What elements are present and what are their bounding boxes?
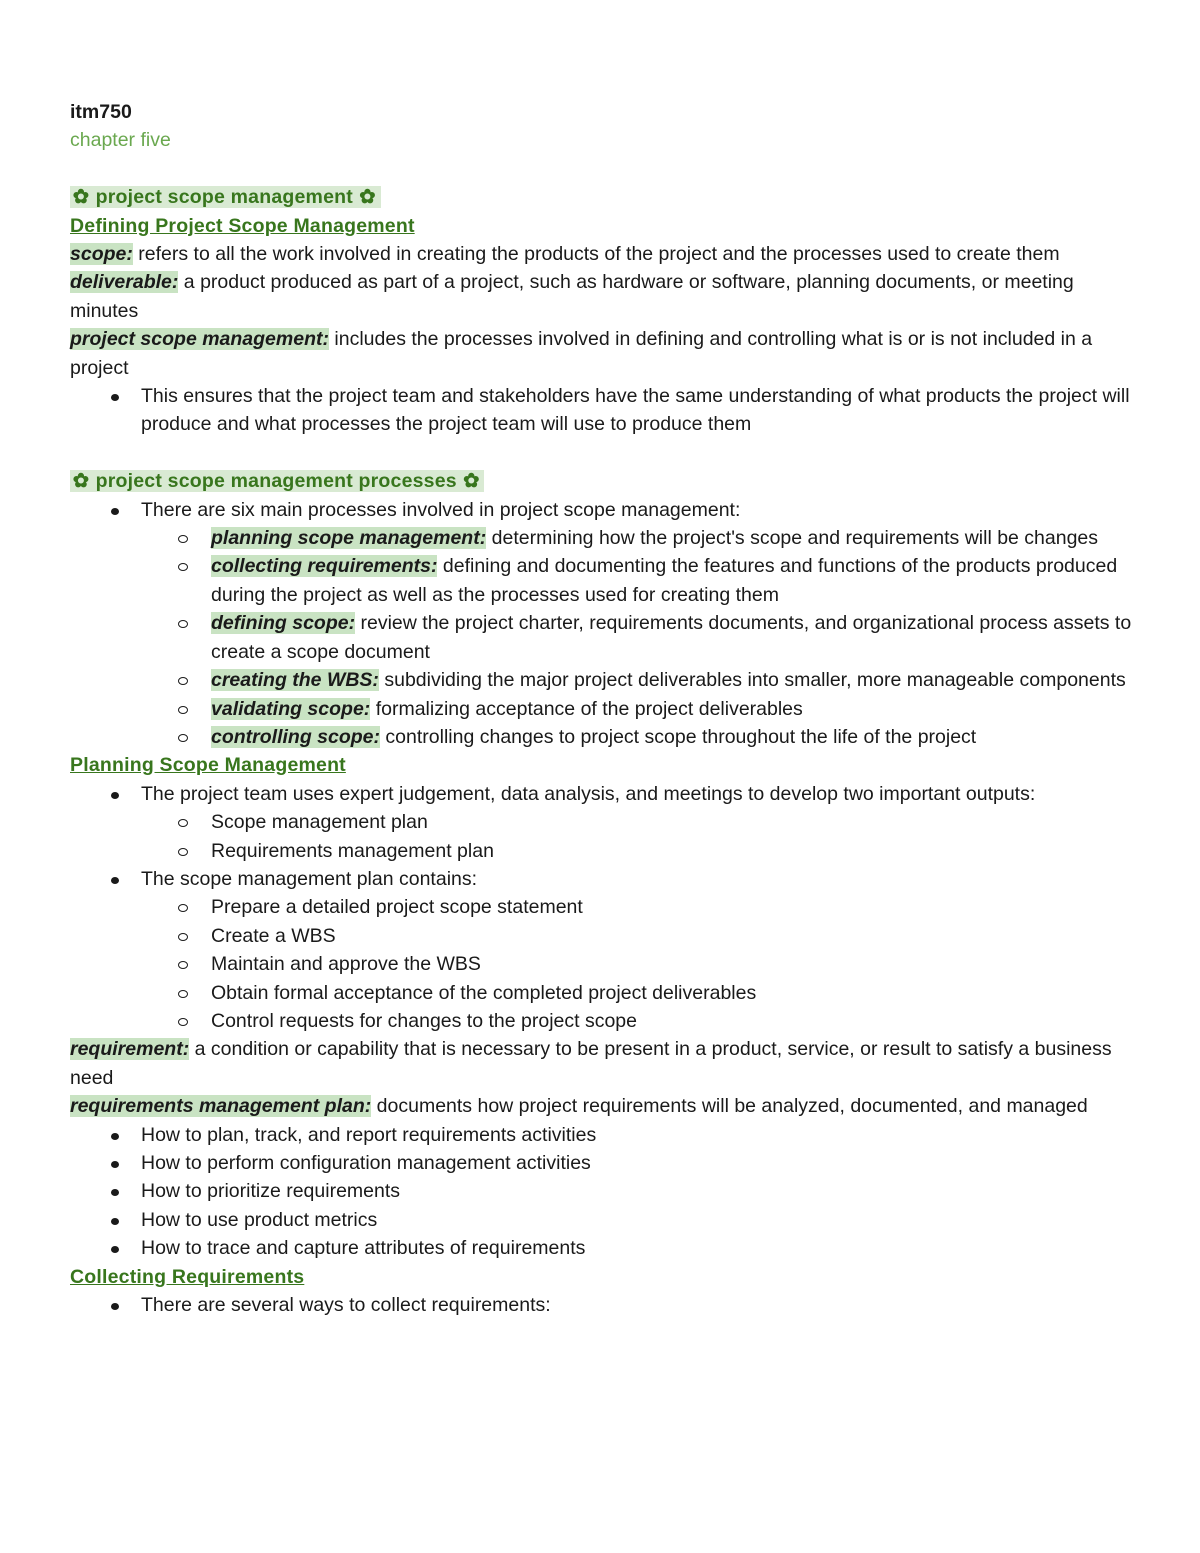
- bullet-list: [70, 382, 1135, 439]
- list-item: The project team uses expert judgement, data analysis, and meetings to develop two important outputs: Scope management plan Requirements management plan: [70, 780, 1135, 865]
- list-item: Prepare a detailed project scope statement: [70, 893, 1135, 921]
- sub-list: [141, 893, 1135, 1035]
- subheading-collecting: Collecting Requirements: [70, 1265, 305, 1288]
- list-item: planning scope management: determining how the project's scope and requirements will be changes: [70, 524, 1135, 552]
- sub-list: [141, 808, 1135, 865]
- list-item: How to plan, track, and report requirements activities: [70, 1121, 1135, 1149]
- flower-icon: ✿: [72, 186, 90, 209]
- list-item: There are several ways to collect requirements:: [70, 1291, 1135, 1319]
- list-item: Create a WBS: [70, 922, 1135, 950]
- bullet-list: [70, 1291, 1135, 1319]
- term: deliverable:: [70, 271, 179, 294]
- definition: requirement: a condition or capability that is necessary to be present in a product, service, or result to satisfy a business need: [70, 1038, 1112, 1089]
- term: project scope management:: [70, 328, 329, 351]
- list-item: validating scope: formalizing acceptance of the project deliverables: [70, 695, 1135, 723]
- term: scope:: [70, 243, 133, 266]
- doc-title: itm750: [70, 101, 132, 123]
- subheading-defining: Defining Project Scope Management: [70, 214, 415, 237]
- list-item: collecting requirements: defining and documenting the features and functions of the products produced during the project as well as the processes used for creating them: [70, 552, 1135, 609]
- list-item: Scope management plan: [70, 808, 1135, 836]
- section-heading-scope-management: ✿ project scope management ✿: [70, 186, 381, 208]
- list-item: defining scope: review the project charter, requirements documents, and organizational process assets to create a scope document: [70, 609, 1135, 666]
- section-heading-processes: ✿ project scope management processes ✿: [70, 470, 484, 492]
- list-item: controlling scope: controlling changes to project scope throughout the life of the project: [70, 723, 1135, 751]
- list-item: How to prioritize requirements: [70, 1177, 1135, 1205]
- list-item: How to trace and capture attributes of requirements: [70, 1234, 1135, 1262]
- bullet-list: [70, 496, 1135, 752]
- flower-icon: ✿: [463, 470, 480, 493]
- sub-list: [141, 524, 1135, 751]
- document-page: [70, 98, 1135, 1319]
- term: requirements management plan:: [70, 1095, 372, 1118]
- spacer: [70, 155, 1135, 183]
- doc-subtitle: chapter five: [70, 129, 171, 152]
- list-item: Obtain formal acceptance of the completed project deliverables: [70, 979, 1135, 1007]
- flower-icon: ✿: [359, 186, 376, 209]
- bullet-list: [70, 780, 1135, 1036]
- definition: scope: refers to all the work involved in creating the products of the project and the processes used to create them: [70, 243, 1060, 266]
- list-item: How to use product metrics: [70, 1206, 1135, 1234]
- definition: deliverable: a product produced as part of a project, such as hardware or software, planning documents, or meeting minutes: [70, 271, 1074, 322]
- flower-icon: ✿: [72, 470, 90, 493]
- subheading-planning: Planning Scope Management: [70, 754, 346, 777]
- term: requirement:: [70, 1038, 190, 1061]
- definition: requirements management plan: documents how project requirements will be analyzed, documented, and managed: [70, 1095, 1088, 1118]
- list-item: This ensures that the project team and stakeholders have the same understanding of what products the project will produce and what processes the project team will use to produce them: [70, 382, 1135, 439]
- list-item: Maintain and approve the WBS: [70, 950, 1135, 978]
- spacer: [70, 439, 1135, 467]
- bullet-list: [70, 1121, 1135, 1263]
- list-item: There are six main processes involved in project scope management: planning scope management: determining how the project's scope and requirements will be changes collecting requirements: defining and documenting the features and functions of the products produced during the project as well as the processes used for creating them defining scope: review the project charter, requirements documents, and organizational process assets to create a scope document creating the WBS: subdividing the major project deliverables into smaller, more manageable components validating scope: formalizing acceptance of the project deliverables controlling scope: controlling changes to project scope throughout the life of the project: [70, 496, 1135, 752]
- list-item: creating the WBS: subdividing the major project deliverables into smaller, more manageable components: [70, 666, 1135, 694]
- list-item: Requirements management plan: [70, 837, 1135, 865]
- definition: project scope management: includes the processes involved in defining and controlling what is or is not included in a project: [70, 328, 1093, 379]
- list-item: Control requests for changes to the project scope: [70, 1007, 1135, 1035]
- list-item: How to perform configuration management activities: [70, 1149, 1135, 1177]
- list-item: The scope management plan contains: Prepare a detailed project scope statement Create a WBS Maintain and approve the WBS Obtain formal acceptance of the completed project deliverables Control requests for changes to the project scope: [70, 865, 1135, 1035]
